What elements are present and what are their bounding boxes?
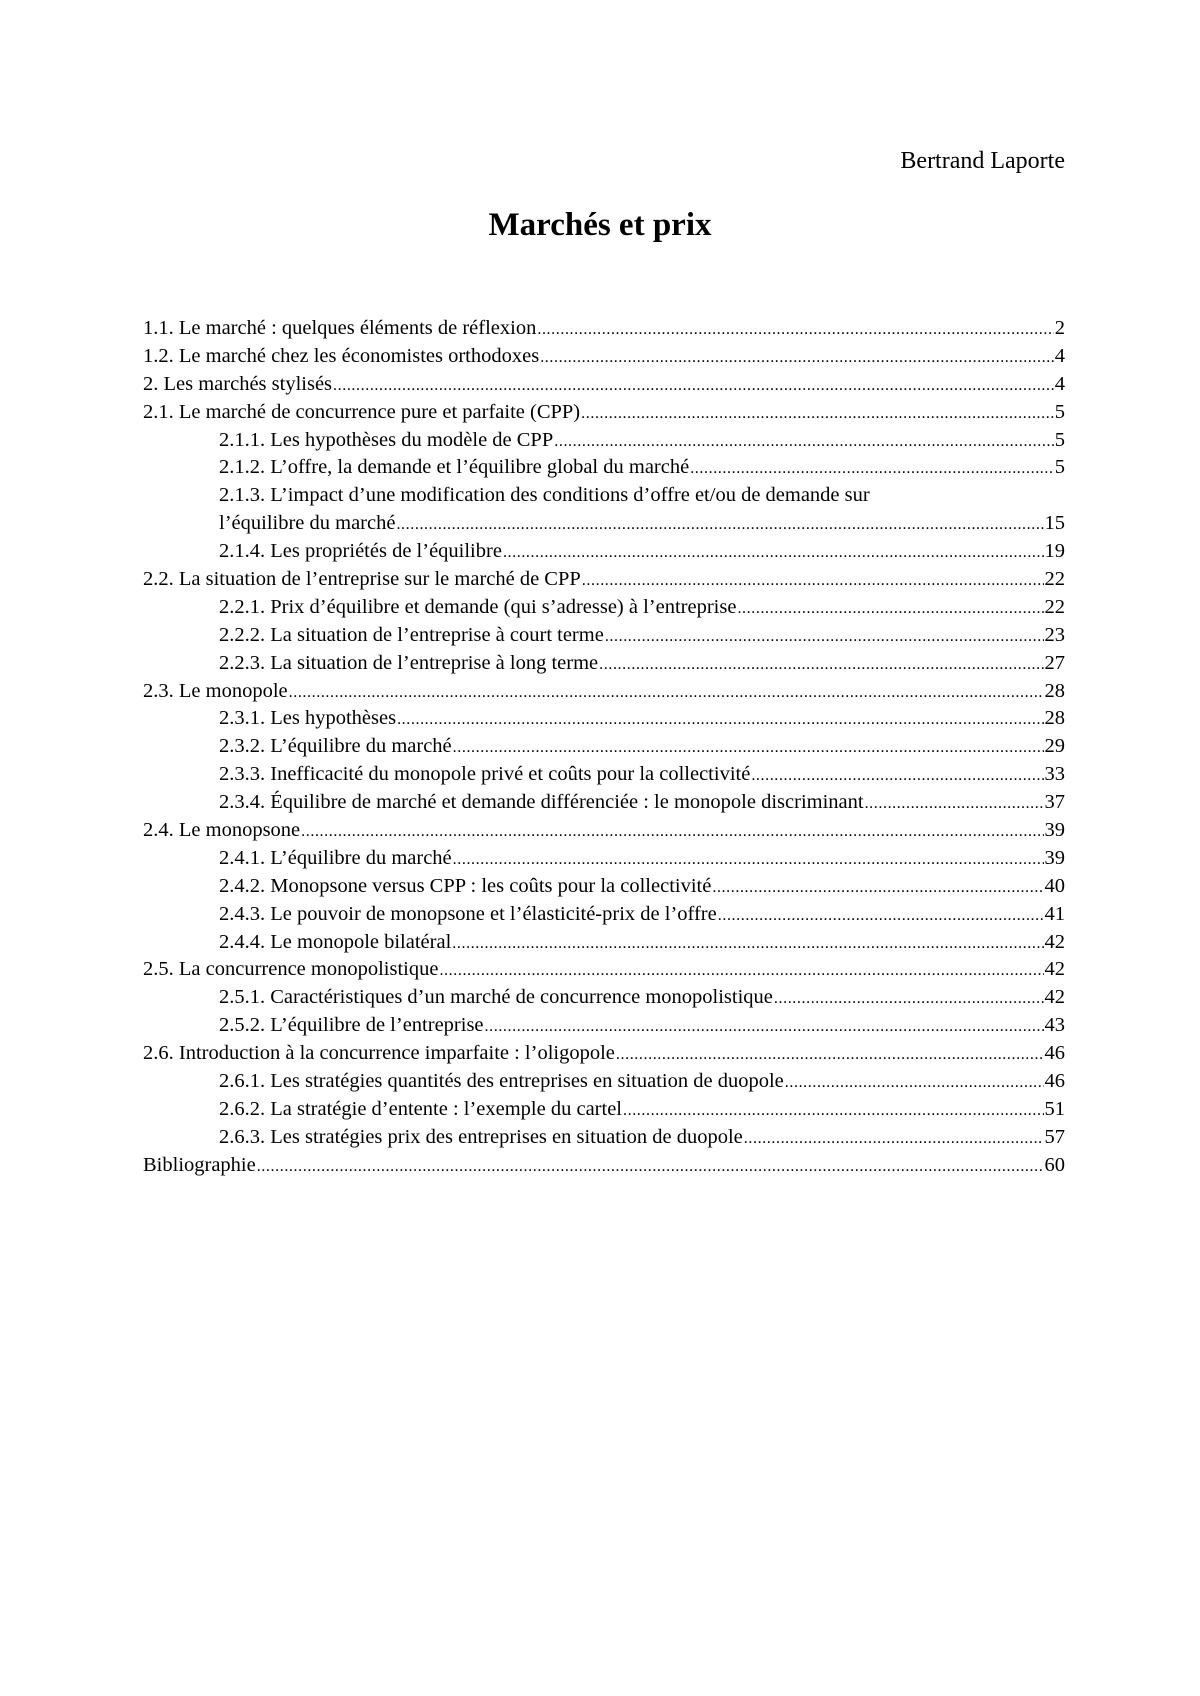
toc-entry[interactable] — [143, 789, 1065, 817]
toc-entry-label: 2.4. Le monopsone — [143, 819, 301, 842]
toc-page-number: 57 — [1044, 1125, 1065, 1148]
toc-dot-leader — [257, 1153, 1044, 1180]
toc-entry[interactable] — [143, 343, 1065, 371]
toc-dot-leader — [453, 734, 1044, 761]
toc-page-number: 39 — [1044, 846, 1065, 869]
toc-entry-label: 2.5. La concurrence monopolistique — [143, 958, 439, 981]
toc-page-number: 23 — [1044, 623, 1065, 646]
toc-page-number: 51 — [1044, 1097, 1065, 1120]
toc-entry-label: 2.1.2. L’offre, la demande et l’équilibre global du marché — [219, 456, 690, 479]
toc-entry[interactable] — [143, 1152, 1065, 1180]
author-name: Bertrand Laporte — [900, 148, 1065, 174]
toc-page-number: 22 — [1044, 568, 1065, 591]
toc-entry[interactable] — [143, 594, 1065, 622]
toc-dot-leader — [712, 874, 1043, 901]
toc-entry-label: 2.3.2. L’équilibre du marché — [219, 735, 452, 758]
toc-entry-label: 2.3.1. Les hypothèses — [219, 707, 397, 730]
toc-entry[interactable] — [143, 454, 1065, 482]
toc-entry-label: 2.2.3. La situation de l’entreprise à long terme — [219, 651, 599, 674]
toc-entry-label: 2.5.1. Caractéristiques d’un marché de concurrence monopolistique — [219, 986, 773, 1009]
toc-dot-leader — [439, 957, 1043, 984]
toc-entry-label: 2.3.4. Équilibre de marché et demande différenciée : le monopole discriminant — [219, 791, 864, 814]
toc-dot-leader — [690, 455, 1054, 482]
toc-page-number: 28 — [1044, 679, 1065, 702]
toc-page-number: 39 — [1044, 819, 1065, 842]
toc-entry[interactable] — [143, 817, 1065, 845]
toc-page-number: 5 — [1054, 428, 1065, 451]
toc-entry[interactable] — [143, 956, 1065, 984]
toc-entry[interactable] — [143, 901, 1065, 929]
toc-entry-label: 2.6. Introduction à la concurrence imparfaite : l’oligopole — [143, 1042, 615, 1065]
toc-page-number: 19 — [1044, 540, 1065, 563]
table-of-contents — [143, 315, 1065, 1180]
toc-entry[interactable] — [143, 733, 1065, 761]
toc-dot-leader — [774, 985, 1044, 1012]
toc-page-number: 43 — [1044, 1014, 1065, 1037]
toc-dot-leader — [540, 344, 1054, 371]
toc-dot-leader — [616, 1041, 1044, 1068]
toc-entry[interactable] — [143, 1096, 1065, 1124]
toc-dot-leader — [751, 762, 1043, 789]
toc-entry-label: 2.4.4. Le monopole bilatéral — [219, 930, 452, 953]
toc-entry-label: 2.3.3. Inefficacité du monopole privé et coûts pour la collectivité — [219, 763, 751, 786]
toc-page-number: 46 — [1044, 1042, 1065, 1065]
toc-entry[interactable] — [143, 650, 1065, 678]
toc-page-number: 27 — [1044, 651, 1065, 674]
toc-page-number: 33 — [1044, 763, 1065, 786]
toc-entry-label: 2.1.1. Les hypothèses du modèle de CPP — [219, 428, 554, 451]
toc-entry[interactable] — [143, 761, 1065, 789]
toc-dot-leader — [396, 511, 1043, 538]
toc-page-number: 46 — [1044, 1070, 1065, 1093]
toc-page-number: 60 — [1044, 1153, 1065, 1176]
toc-entry-label: 2.1.3. L’impact d’une modification des conditions d’offre et/ou de demande sur — [219, 484, 870, 507]
toc-entry[interactable] — [143, 538, 1065, 566]
toc-page-number: 42 — [1044, 958, 1065, 981]
toc-entry[interactable] — [143, 929, 1065, 957]
toc-page-number: 28 — [1044, 707, 1065, 730]
toc-entry-label: 2.3. Le monopole — [143, 679, 288, 702]
toc-entry-label: l’équilibre du marché — [219, 512, 396, 535]
toc-dot-leader — [581, 400, 1054, 427]
toc-dot-leader — [744, 1125, 1044, 1152]
toc-dot-leader — [785, 1069, 1044, 1096]
toc-entry[interactable] — [143, 1124, 1065, 1152]
toc-entry-label: 2.2. La situation de l’entreprise sur le marché de CPP — [143, 568, 581, 591]
toc-entry[interactable] — [143, 1012, 1065, 1040]
toc-page-number: 40 — [1044, 874, 1065, 897]
toc-entry[interactable] — [143, 371, 1065, 399]
toc-page-number: 37 — [1044, 791, 1065, 814]
toc-entry-label: 2.2.1. Prix d’équilibre et demande (qui s’adresse) à l’entreprise — [219, 595, 737, 618]
toc-entry[interactable] — [143, 399, 1065, 427]
toc-entry[interactable] — [143, 622, 1065, 650]
toc-dot-leader — [289, 679, 1044, 706]
toc-entry-label: 2.6.2. La stratégie d’entente : l’exemple du cartel — [219, 1097, 622, 1120]
toc-dot-leader — [865, 790, 1044, 817]
toc-entry-label: 2.4.2. Monopsone versus CPP : les coûts pour la collectivité — [219, 874, 712, 897]
toc-entry[interactable] — [143, 566, 1065, 594]
toc-entry-label: 2.6.3. Les stratégies prix des entreprises en situation de duopole — [219, 1125, 743, 1148]
toc-entry-label: 2.1. Le marché de concurrence pure et parfaite (CPP) — [143, 400, 581, 423]
toc-entry-label: Bibliographie — [143, 1153, 256, 1176]
toc-entry[interactable] — [143, 315, 1065, 343]
toc-dot-leader — [485, 1013, 1044, 1040]
toc-entry-label: 2.6.1. Les stratégies quantités des entreprises en situation de duopole — [219, 1070, 784, 1093]
toc-dot-leader — [301, 818, 1043, 845]
toc-entry-label: 2.2.2. La situation de l’entreprise à court terme — [219, 623, 604, 646]
toc-entry[interactable] — [143, 1068, 1065, 1096]
toc-page-number: 15 — [1044, 512, 1065, 535]
toc-dot-leader — [718, 902, 1044, 929]
toc-dot-leader — [537, 316, 1053, 343]
document-title: Marchés et prix — [488, 207, 712, 243]
toc-entry-label: 1.1. Le marché : quelques éléments de réflexion — [143, 317, 537, 339]
toc-dot-leader — [554, 428, 1054, 455]
toc-entry-label: 1.2. Le marché chez les économistes orthodoxes — [143, 344, 540, 367]
toc-page-number: 5 — [1054, 456, 1065, 479]
toc-page-number: 2 — [1054, 317, 1065, 339]
toc-entry[interactable] — [143, 873, 1065, 901]
toc-page-number: 4 — [1054, 344, 1065, 367]
toc-page-number: 41 — [1044, 902, 1065, 925]
toc-dot-leader — [582, 567, 1044, 594]
toc-entry-label: 2. Les marchés stylisés — [143, 372, 333, 395]
toc-dot-leader — [397, 706, 1043, 733]
toc-entry[interactable] — [143, 427, 1065, 455]
toc-dot-leader — [333, 372, 1054, 399]
toc-entry[interactable] — [143, 984, 1065, 1012]
toc-page-number: 4 — [1054, 372, 1065, 395]
toc-dot-leader — [605, 623, 1044, 650]
toc-page-number: 29 — [1044, 735, 1065, 758]
toc-entry-label: 2.4.1. L’équilibre du marché — [219, 846, 452, 869]
toc-entry-label: 2.1.4. Les propriétés de l’équilibre — [219, 540, 502, 563]
toc-entry[interactable] — [143, 678, 1065, 706]
toc-entry-label: 2.4.3. Le pouvoir de monopsone et l’élasticité-prix de l’offre — [219, 902, 717, 925]
toc-dot-leader — [452, 930, 1043, 957]
toc-page-number: 5 — [1054, 400, 1065, 423]
toc-entry[interactable] — [143, 482, 1065, 538]
toc-entry[interactable] — [143, 705, 1065, 733]
toc-page-number: 42 — [1044, 986, 1065, 1009]
toc-entry[interactable] — [143, 1040, 1065, 1068]
toc-entry[interactable] — [143, 845, 1065, 873]
toc-dot-leader — [453, 846, 1044, 873]
toc-dot-leader — [503, 539, 1044, 566]
toc-dot-leader — [599, 651, 1043, 678]
toc-dot-leader — [737, 595, 1043, 622]
toc-page-number: 22 — [1044, 595, 1065, 618]
toc-page-number: 42 — [1044, 930, 1065, 953]
toc-entry-label: 2.5.2. L’équilibre de l’entreprise — [219, 1014, 484, 1037]
toc-dot-leader — [623, 1097, 1044, 1124]
